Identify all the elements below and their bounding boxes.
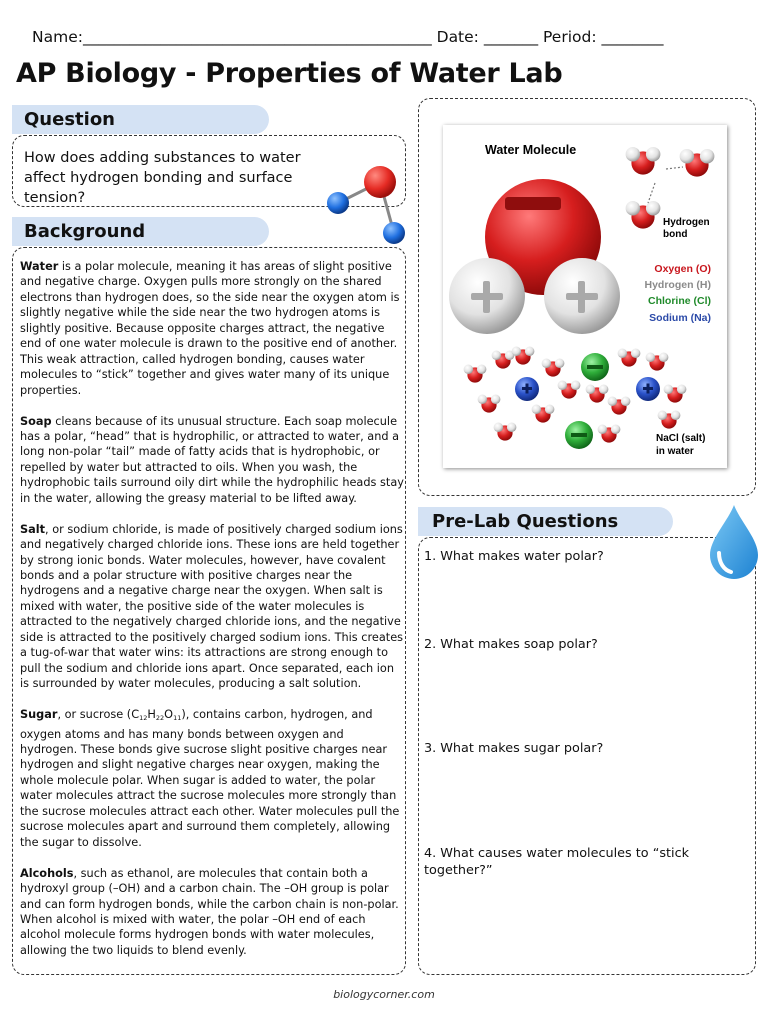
background-text bbox=[20, 259, 404, 974]
minus-sign-icon bbox=[505, 197, 561, 210]
legend-sodium: Sodium (Na) bbox=[649, 312, 711, 324]
legend-chlorine: Chlorine (Cl) bbox=[648, 295, 711, 307]
prelab-question-4: 4. What causes water molecules to “stick together?” bbox=[424, 846, 690, 878]
sugar-paragraph: Sugar, or sucrose (C12H22O11), contains carbon, hydrogen, and oxygen atoms and has many bonds between oxygen and hydrogen. These bonds give sucrose slight positive charges near hydrogen and slight negative charges near oxygen, making the whole molecule polar. When sugar is added to water, the polar water molecules attract the sucrose molecules more strongly than the sucrose molecules attract each other. Water molecules pull the sucrose molecules apart and surround them completely, allowing the sugar to dissolve. bbox=[20, 708, 400, 849]
nacl-solution-cluster bbox=[464, 347, 687, 449]
background-label: Background bbox=[12, 217, 269, 246]
question-label: Question bbox=[12, 105, 269, 134]
hydrogen-bond-label: Hydrogen bbox=[663, 217, 710, 228]
molecule-icon bbox=[318, 160, 410, 252]
water-molecule-figure bbox=[443, 125, 727, 468]
prelab-question-3: 3. What makes sugar polar? bbox=[424, 741, 604, 756]
question-text: How does adding substances to water affect hydrogen bonding and surface tension? bbox=[24, 150, 301, 206]
prelab-question-1: 1. What makes water polar? bbox=[424, 549, 604, 564]
footer-source: biologycorner.com bbox=[333, 988, 435, 1001]
name-date-period-line: Name:_____________________________________________ Date: _______ Period: ________ bbox=[32, 28, 664, 46]
salt-paragraph: Salt, or sodium chloride, is made of positively charged sodium ions and negatively charged chloride ions. These ions are held together by strong ionic bonds. Water molecules, however, have covalent bonds and a polar structure with positive charges near the hydrogens and a negative charge near the oxygen. When salt is mixed with water, the positive side of the water molecules is attracted to the negatively charged chloride ions, and the negative side is attracted to the positively charged sodium ions. This creates a tug-of-war that water wins: its attractions are strong enough to pull the sodium and chloride ions apart. Once separated, each ion is surrounded by water molecules, producing a salt solution. bbox=[20, 522, 404, 691]
prelab-question-2: 2. What makes soap polar? bbox=[424, 637, 598, 652]
prelab-label: Pre-Lab Questions bbox=[418, 507, 673, 536]
water-paragraph: Water is a polar molecule, meaning it has areas of slight positive and negative charge. Oxygen pulls more strongly on the shared electrons than hydrogen does, so the side near the oxygen atom is slightly negative while the side near the two hydrogen atoms is slightly positive. Because opposite charges attract, the negative end of one water molecule is drawn to the positive end of another. This weak attraction, called hydrogen bonding, causes water molecules to “stick” together and gives water many of its unique properties. bbox=[20, 260, 400, 397]
hydrogen-bond-label-2: bond bbox=[663, 229, 688, 240]
water-molecule-diagram bbox=[443, 125, 727, 468]
page-title: AP Biology - Properties of Water Lab bbox=[16, 58, 563, 89]
soap-paragraph: Soap cleans because of its unusual structure. Each soap molecule has a polar, “head” that is hydrophilic, or attracted to water, and a long non-polar “tail” made of fatty acids that is hydrophobic, or repelled by water but attracted to oils. When you wash, the hydrophobic tails surround oily dirt while the hydrophilic heads stay in the water, allowing the greasy material to be lifted away. bbox=[20, 414, 404, 505]
legend-hydrogen: Hydrogen (H) bbox=[644, 279, 711, 291]
nacl-label: NaCl (salt) bbox=[656, 433, 706, 444]
legend-oxygen: Oxygen (O) bbox=[654, 263, 711, 275]
water-drop-icon bbox=[706, 503, 762, 583]
alcohols-paragraph: Alcohols, such as ethanol, are molecules that contain both a hydroxyl group (–OH) and a carbon chain. The –OH group is polar and can form hydrogen bonds, while the carbon chain is non-polar. When alcohol is mixed with water, the polar –OH end of each alcohol molecule forms hydrogen bonds with water molecules, allowing the two liquids to blend evenly. bbox=[20, 866, 399, 957]
figure-title: Water Molecule bbox=[485, 143, 577, 157]
nacl-label-2: in water bbox=[656, 446, 694, 457]
